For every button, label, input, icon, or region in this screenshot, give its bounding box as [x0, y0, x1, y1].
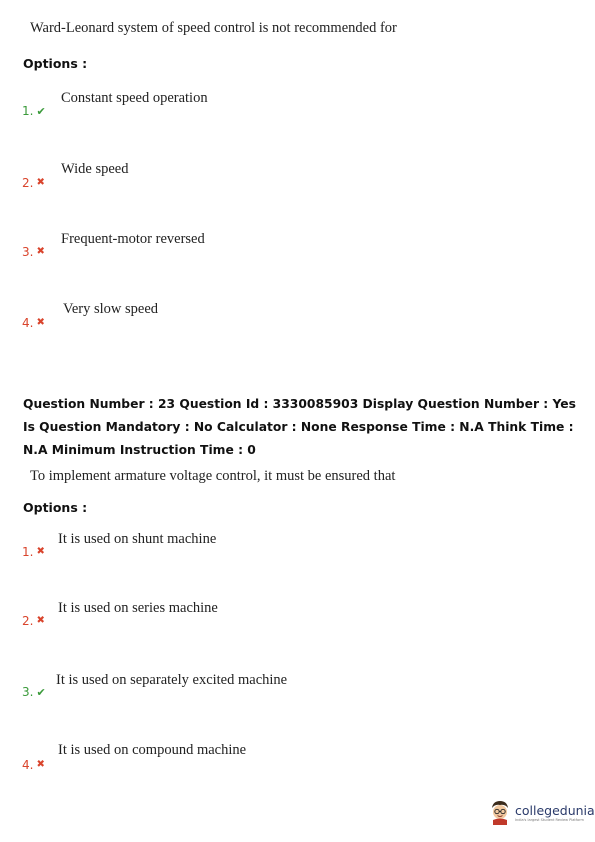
check-icon: ✔	[36, 685, 46, 699]
option-text: Wide speed	[61, 161, 129, 177]
option-text: Frequent-motor reversed	[61, 231, 205, 247]
option-number: 1. ✖	[22, 545, 45, 559]
check-icon: ✔	[36, 104, 46, 118]
option-number: 2. ✖	[22, 614, 45, 628]
cross-icon: ✖	[36, 317, 45, 328]
cross-icon: ✖	[36, 546, 45, 557]
cross-icon: ✖	[36, 246, 45, 257]
option-text: Very slow speed	[63, 301, 159, 317]
option-text: It is used on separately excited machine	[56, 672, 288, 688]
question-text: Ward-Leonard system of speed control is not recommended for	[30, 20, 397, 36]
brand-name: collegedunia	[515, 802, 595, 818]
options-label: Options :	[23, 500, 88, 515]
cross-icon: ✖	[36, 615, 45, 626]
option-number: 2. ✖	[22, 176, 45, 190]
cross-icon: ✖	[36, 177, 45, 188]
option-text: It is used on series machine	[58, 600, 218, 616]
cross-icon: ✖	[36, 759, 45, 770]
brand-tagline: India's largest Student Review Platform	[515, 817, 584, 822]
option-text: It is used on compound machine	[58, 742, 247, 758]
options-label: Options :	[23, 56, 88, 71]
option-number: 3. ✖	[22, 245, 45, 259]
question-metadata: Question Number : 23 Question Id : 3330085903 Display Question Number : Yes Is Question Mandatory : No Calculator : None Response Time : N.A Think Time : N.A Minimum Instruction Time : 0	[23, 397, 576, 457]
collegedunia-logo	[489, 799, 595, 825]
option-text: Constant speed operation	[61, 90, 208, 106]
option-number: 4. ✖	[22, 758, 45, 772]
question-text: To implement armature voltage control, it must be ensured that	[30, 468, 396, 484]
option-number: 1. ✔	[22, 104, 46, 118]
option-number: 3. ✔	[22, 685, 46, 699]
option-text: It is used on shunt machine	[58, 531, 217, 547]
student-mascot-icon	[489, 799, 511, 825]
option-number: 4. ✖	[22, 316, 45, 330]
